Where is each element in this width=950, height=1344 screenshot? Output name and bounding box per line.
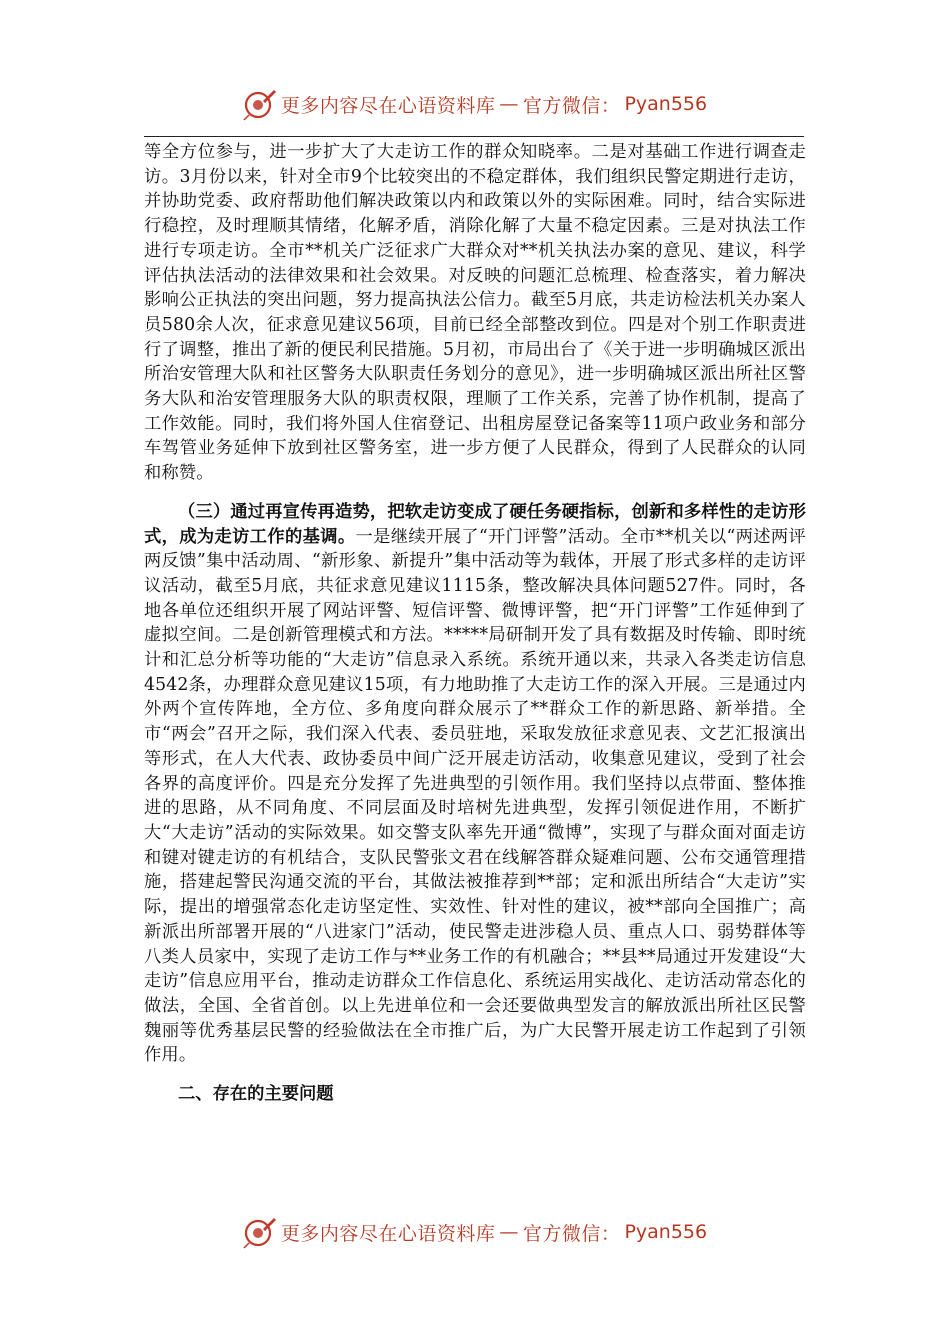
paragraph-2-text: 一是继续开展了“开门评警”活动。全市**机关以“两述两评两反馈”集中活动周、“新形象、新提升”集中活动等为载体，开展了形式多样的走访评议活动，截至5月底，共征求意见建议1115条，整改解决具体问题527件。同时，各地各单位还组织开展了网站评警、短信评警、微博评警，把“开门评警”工作延伸到了虚拟空间。二是创新管理模式和方法。*****局研制开发了具有数据及时传输、即时统计和汇总分析等功能的“大走访”信息录入系统。系统开通以来，共录入各类走访信息4542条，办理群众意见建议15项，有力地助推了大走访工作的深入开展。三是通过内外两个宣传阵地，全方位、多角度向群众展示了**群众工作的新思路、新举措。全市“两会”召开之际，我们深入代表、委员驻地，采取发放征求意见表、文艺汇报演出等形式，在人大代表、政协委员中间广泛开展走访活动，收集意见建议，受到了社会各界的高度评价。四是充分发挥了先进典型的引领作用。我们坚持以点带面、整体推进的思路，从不同角度、不同层面及时培树先进典型，发挥引领促进作用，不断扩大“大走访”活动的实际效果。如交警支队率先开通“微博”，实现了与群众面对面走访和键对键走访的有机结合，支队民警张文君在线解答群众疑难问题、公布交通管理措施，搭建起警民沟通交流的平台，其做法被推荐到**部；定和派出所结合“大走访”实际，提出的增强常态化走访坚定性、实效性、针对性的建议，被**部向全国推广；高新派出所部署开展的“八进家门”活动，使民警走进涉稳人员、重点人口、弱势群体等八类人员家中，实现了走访工作与**业务工作的有机融合；**县**局通过开发建设“大走访”信息应用平台，推动走访群众工作信息化、系统运用实战化、走访活动常态化的做法，全国、全省首创。以上先进单位和一会还要做典型发言的解放派出所社区民警魏丽等优秀基层民警的经验做法在全市推广后，为广大民警开展走访工作起到了引领作用。 (144, 526, 806, 1066)
footer-contact-label: 官方微信： (522, 1222, 621, 1245)
footer-brand (243, 1215, 707, 1249)
footer-contact-id: Pyan556 (624, 1221, 708, 1243)
footer-brand-name: 更多内容尽在心语资料库 (280, 1222, 496, 1245)
pen-logo-icon (243, 1215, 277, 1249)
section-heading: 二、存在的主要问题 (178, 1084, 334, 1105)
footer-dash: — (499, 1221, 519, 1243)
paragraph-2 (144, 500, 806, 1068)
header-contact-label: 官方微信： (522, 94, 621, 117)
header-dash: — (499, 93, 519, 115)
page-header (0, 84, 950, 124)
page-footer (0, 1212, 950, 1252)
header-brand (243, 87, 707, 121)
document-body (144, 140, 806, 1107)
pen-logo-icon (243, 87, 277, 121)
paragraph-2-lead: （三）通过再宣传再造势，把软走访变成了硬任务硬指标，创新和多样性的走访形式，成为走访工作的基调。 (144, 501, 806, 547)
paragraph-1: 等全方位参与，进一步扩大了大走访工作的群众知晓率。二是对基础工作进行调查走访。3月份以来，针对全市9个比较突出的不稳定群体，我们组织民警定期进行走访，并协助党委、政府帮助他们解决政策以内和政策以外的实际困难。同时，结合实际进行稳控，及时理顺其情绪，化解矛盾，消除化解了大量不稳定因素。三是对执法工作进行专项走访。全市**机关广泛征求广大群众对**机关执法办案的意见、建议，科学评估执法活动的法律效果和社会效果。对反映的问题汇总梳理、检查落实，着力解决影响公正执法的突出问题，努力提高执法公信力。截至5月底，共走访检法机关办案人员580余人次，征求意见建议56项，目前已经全部整改到位。四是对个别工作职责进行了调整，推出了新的便民利民措施。5月初，市局出台了《关于进一步明确城区派出所治安管理大队和社区警务大队职责任务划分的意见》，进一步明确城区派出所社区警务大队和治安管理服务大队的职责权限，理顺了工作关系，完善了协作机制，提高了工作效能。同时，我们将外国人住宿登记、出租房屋登记备案等11项户政业务和部分车驾管业务延伸下放到社区警务室，进一步方便了人民群众，得到了人民群众的认同和称赞。 (144, 142, 806, 484)
header-rule (144, 136, 804, 137)
header-brand-name: 更多内容尽在心语资料库 (280, 94, 496, 117)
header-contact-id: Pyan556 (624, 93, 708, 115)
